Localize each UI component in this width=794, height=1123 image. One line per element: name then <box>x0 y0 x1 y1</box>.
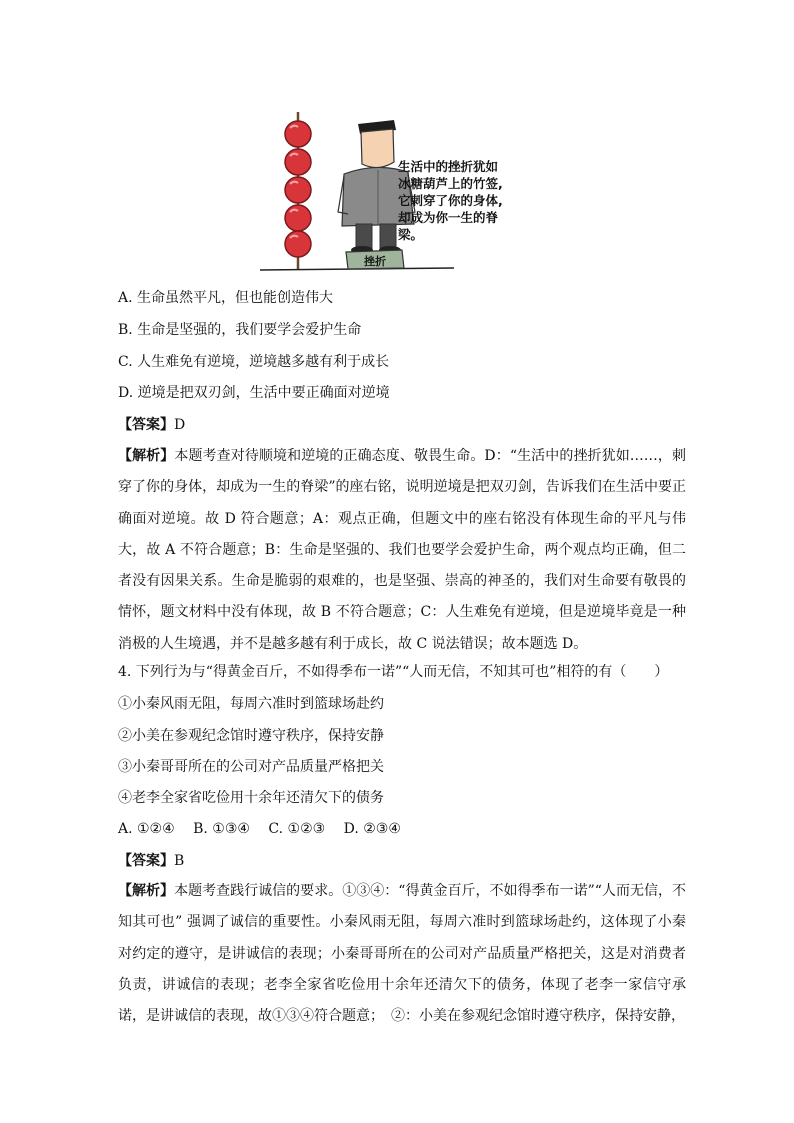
q4-choices: A. ①②④ B. ①③④ C. ①②③ D. ②③④ <box>118 821 401 837</box>
caption-line: 冰糖葫芦上的竹签, <box>398 176 503 191</box>
sign-text: 挫折 <box>364 255 386 268</box>
q4-stem: 4. 下列行为与“得黄金百斤，不如得季布一诺”“人而无信，不知其可也”相符的有（ ） <box>118 664 669 680</box>
q3-option-c: C. 人生难免有逆境，逆境越多越有利于成长 <box>118 354 390 370</box>
q4-analysis <box>118 876 686 1032</box>
caption-line: 生活中的挫折犹如 <box>398 159 499 174</box>
q4-item-1: ①小秦风雨无阻，每周六准时到篮球场赴约 <box>118 696 384 712</box>
caption-line: 却成为你一生的脊 <box>398 210 499 225</box>
answer-value: D <box>174 417 186 433</box>
analysis-text: 本题考查践行诚信的要求。①③④：“得黄金百斤，不如得季布一诺”“人而无信，不知其可也” 强调了诚信的重要性。小秦风雨无阻，每周六准时到篮球场赴约，这体现了小秦对约定的遵守，是讲诚信的表现；小秦哥哥所在的公司对产品质量严格把关，这是对消费者负责，讲诚信的表现；老李全家省吃俭用十余年还清欠下的债务，体现了老李一家信守承诺，是讲诚信的表现，故①③④符合题意； ②：小美在参观纪念馆时遵守秩序，保持安静， <box>118 883 686 1025</box>
q3-option-d: D. 逆境是把双刃剑，生活中要正确面对逆境 <box>118 385 390 401</box>
cartoon-caption <box>398 158 528 243</box>
q3-option-b: B. 生命是坚强的，我们要学会爱护生命 <box>118 322 362 338</box>
analysis-label: 【解析】 <box>118 448 175 464</box>
caption-line: 它刺穿了你的身体, <box>398 193 503 208</box>
analysis-label: 【解析】 <box>118 883 175 899</box>
q3-option-a: A. 生命虽然平凡，但也能创造伟大 <box>118 290 334 306</box>
q4-item-2: ②小美在参观纪念馆时遵守秩序，保持安静 <box>118 728 384 744</box>
candied-haws-icon <box>285 121 311 257</box>
q4-answer <box>118 851 184 871</box>
answer-label: 【答案】 <box>118 853 174 869</box>
q4-item-4: ④老李全家省吃俭用十余年还清欠下的债务 <box>118 790 384 806</box>
answer-label: 【答案】 <box>118 417 174 433</box>
q3-answer <box>118 415 185 435</box>
answer-value: B <box>174 853 185 869</box>
q4-item-3: ③小秦哥哥所在的公司对产品质量严格把关 <box>118 759 384 775</box>
caption-line: 梁。 <box>398 227 424 242</box>
q3-analysis <box>118 441 686 660</box>
setback-sign <box>346 250 404 269</box>
analysis-text: 本题考查对待顺境和逆境的正确态度、敬畏生命。D：“生活中的挫折犹如……，刺穿了你的身体，却成为一生的脊梁”的座右铭，说明逆境是把双刃剑，告诉我们在生活中要正确面对逆境。故 D 符合题意；A：观点正确，但题文中的座右铭没有体现生命的平凡与伟大，故 A 不符合题意；B：生命是坚强的、我们也要学会爱护生命，两个观点均正确，但二者没有因果关系。生命是脆弱的艰难的，也是坚强、崇高的神圣的，我们对生命要有敬畏的情怀，题文材料中没有体现，故 B 不符合题意；C：人生难免有逆境，但是逆境毕竟是一种消极的人生境遇，并不是越多越有利于成长，故 C 说法错误；故本题选 D。 <box>118 448 686 652</box>
